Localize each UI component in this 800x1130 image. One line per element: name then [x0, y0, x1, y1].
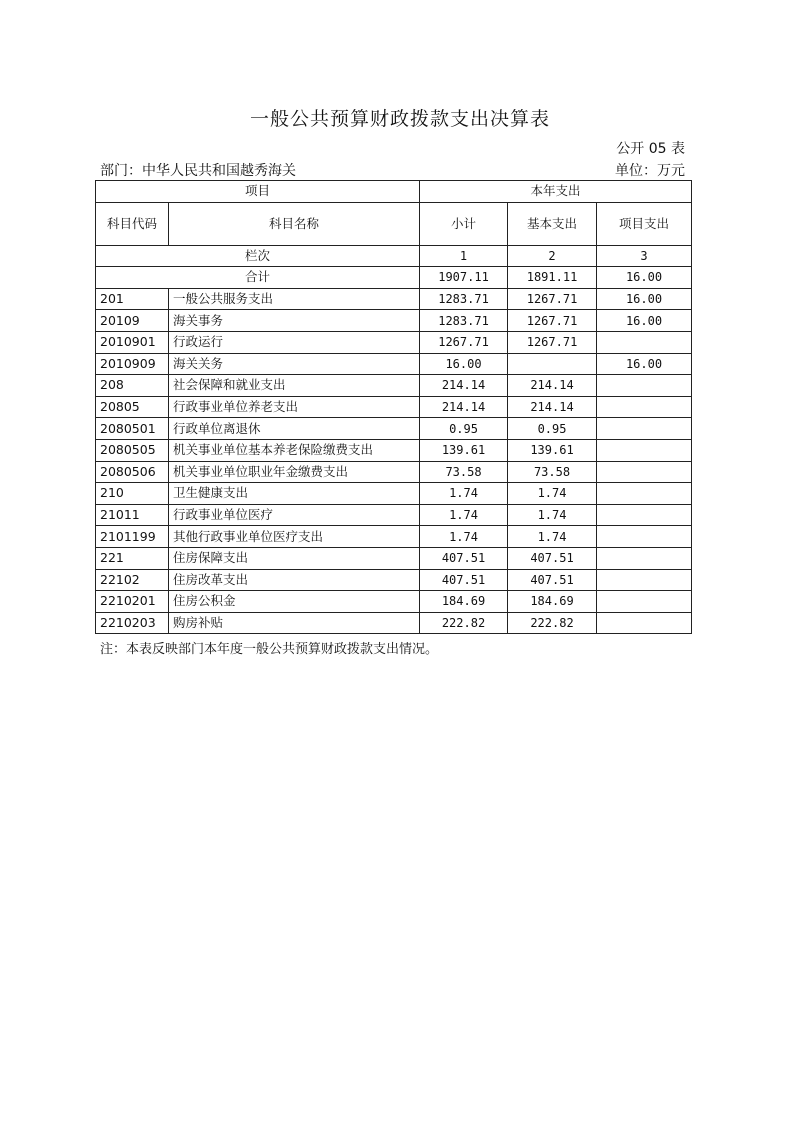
row-basic: 0.95 — [508, 418, 597, 440]
row-name: 住房保障支出 — [169, 547, 420, 569]
table-row — [96, 375, 692, 397]
department-label: 部门：中华人民共和国越秀海关 — [100, 163, 296, 179]
row-basic: 139.61 — [508, 439, 597, 461]
column-order-2: 2 — [508, 245, 597, 267]
row-code: 2080505 — [96, 439, 169, 461]
table-row — [96, 504, 692, 526]
table-row — [96, 547, 692, 569]
header-row-2 — [96, 202, 692, 245]
row-project — [597, 418, 692, 440]
table-row — [96, 288, 692, 310]
row-project — [597, 612, 692, 634]
row-subtotal: 222.82 — [420, 612, 508, 634]
row-subtotal: 0.95 — [420, 418, 508, 440]
row-basic — [508, 353, 597, 375]
total-basic: 1891.11 — [508, 267, 597, 289]
table-row — [96, 396, 692, 418]
row-code: 20109 — [96, 310, 169, 332]
table-row — [96, 483, 692, 505]
row-code: 2101199 — [96, 526, 169, 548]
row-subtotal: 1283.71 — [420, 310, 508, 332]
table-row — [96, 353, 692, 375]
table-row — [96, 526, 692, 548]
row-project — [597, 547, 692, 569]
row-basic: 407.51 — [508, 569, 597, 591]
row-subtotal: 1.74 — [420, 526, 508, 548]
row-basic: 1.74 — [508, 483, 597, 505]
row-project: 16.00 — [597, 310, 692, 332]
row-code: 2210203 — [96, 612, 169, 634]
row-basic: 407.51 — [508, 547, 597, 569]
row-project — [597, 461, 692, 483]
table-row — [96, 331, 692, 353]
row-subtotal: 407.51 — [420, 547, 508, 569]
row-subtotal: 1267.71 — [420, 331, 508, 353]
unit-label: 单位：万元 — [615, 163, 685, 179]
total-project: 16.00 — [597, 267, 692, 289]
column-order-1: 1 — [420, 245, 508, 267]
row-name: 住房公积金 — [169, 591, 420, 613]
table-row — [96, 310, 692, 332]
row-code: 208 — [96, 375, 169, 397]
row-subtotal: 16.00 — [420, 353, 508, 375]
table-row — [96, 439, 692, 461]
row-project — [597, 526, 692, 548]
row-project — [597, 375, 692, 397]
row-subtotal: 1.74 — [420, 483, 508, 505]
row-subtotal: 214.14 — [420, 375, 508, 397]
row-name: 购房补贴 — [169, 612, 420, 634]
total-label: 合计 — [96, 267, 420, 289]
column-order-3: 3 — [597, 245, 692, 267]
row-code: 210 — [96, 483, 169, 505]
header-basic: 基本支出 — [508, 202, 597, 245]
row-name: 行政运行 — [169, 331, 420, 353]
footnote: 注：本表反映部门本年度一般公共预算财政拨款支出情况。 — [100, 642, 439, 657]
row-name: 行政事业单位医疗 — [169, 504, 420, 526]
row-name: 行政单位离退休 — [169, 418, 420, 440]
row-basic: 184.69 — [508, 591, 597, 613]
header-code: 科目代码 — [96, 202, 169, 245]
row-basic: 214.14 — [508, 396, 597, 418]
row-basic: 1.74 — [508, 504, 597, 526]
row-name: 其他行政事业单位医疗支出 — [169, 526, 420, 548]
expenditure-table — [95, 180, 692, 634]
row-project — [597, 569, 692, 591]
row-subtotal: 73.58 — [420, 461, 508, 483]
header-name: 科目名称 — [169, 202, 420, 245]
table-row — [96, 418, 692, 440]
total-subtotal: 1907.11 — [420, 267, 508, 289]
row-code: 2210201 — [96, 591, 169, 613]
row-name: 机关事业单位基本养老保险缴费支出 — [169, 439, 420, 461]
row-code: 2080501 — [96, 418, 169, 440]
row-basic: 1267.71 — [508, 310, 597, 332]
row-subtotal: 139.61 — [420, 439, 508, 461]
row-project — [597, 504, 692, 526]
row-basic: 1.74 — [508, 526, 597, 548]
header-subtotal: 小计 — [420, 202, 508, 245]
row-code: 201 — [96, 288, 169, 310]
form-number: 公开 05 表 — [616, 141, 685, 157]
row-subtotal: 1.74 — [420, 504, 508, 526]
row-name: 海关关务 — [169, 353, 420, 375]
column-order-label: 栏次 — [96, 245, 420, 267]
row-subtotal: 214.14 — [420, 396, 508, 418]
row-name: 住房改革支出 — [169, 569, 420, 591]
row-subtotal: 1283.71 — [420, 288, 508, 310]
row-name: 一般公共服务支出 — [169, 288, 420, 310]
row-name: 社会保障和就业支出 — [169, 375, 420, 397]
row-code: 2080506 — [96, 461, 169, 483]
table-row — [96, 612, 692, 634]
row-name: 卫生健康支出 — [169, 483, 420, 505]
row-code: 20805 — [96, 396, 169, 418]
table-row — [96, 569, 692, 591]
header-project: 项目支出 — [597, 202, 692, 245]
row-project — [597, 483, 692, 505]
row-project — [597, 331, 692, 353]
row-basic: 214.14 — [508, 375, 597, 397]
row-name: 海关事务 — [169, 310, 420, 332]
row-subtotal: 407.51 — [420, 569, 508, 591]
row-basic: 1267.71 — [508, 288, 597, 310]
row-project: 16.00 — [597, 353, 692, 375]
table-row — [96, 461, 692, 483]
row-project: 16.00 — [597, 288, 692, 310]
row-name: 机关事业单位职业年金缴费支出 — [169, 461, 420, 483]
row-code: 221 — [96, 547, 169, 569]
header-row-1 — [96, 181, 692, 203]
row-code: 22102 — [96, 569, 169, 591]
row-name: 行政事业单位养老支出 — [169, 396, 420, 418]
row-basic: 73.58 — [508, 461, 597, 483]
row-code: 2010901 — [96, 331, 169, 353]
table-row — [96, 591, 692, 613]
row-project — [597, 439, 692, 461]
header-item: 项目 — [96, 181, 420, 203]
column-order-row — [96, 245, 692, 267]
row-subtotal: 184.69 — [420, 591, 508, 613]
row-basic: 222.82 — [508, 612, 597, 634]
row-project — [597, 591, 692, 613]
row-code: 2010909 — [96, 353, 169, 375]
row-project — [597, 396, 692, 418]
row-code: 21011 — [96, 504, 169, 526]
header-current-year: 本年支出 — [420, 181, 692, 203]
row-basic: 1267.71 — [508, 331, 597, 353]
page-title: 一般公共预算财政拨款支出决算表 — [249, 108, 550, 130]
total-row — [96, 267, 692, 289]
